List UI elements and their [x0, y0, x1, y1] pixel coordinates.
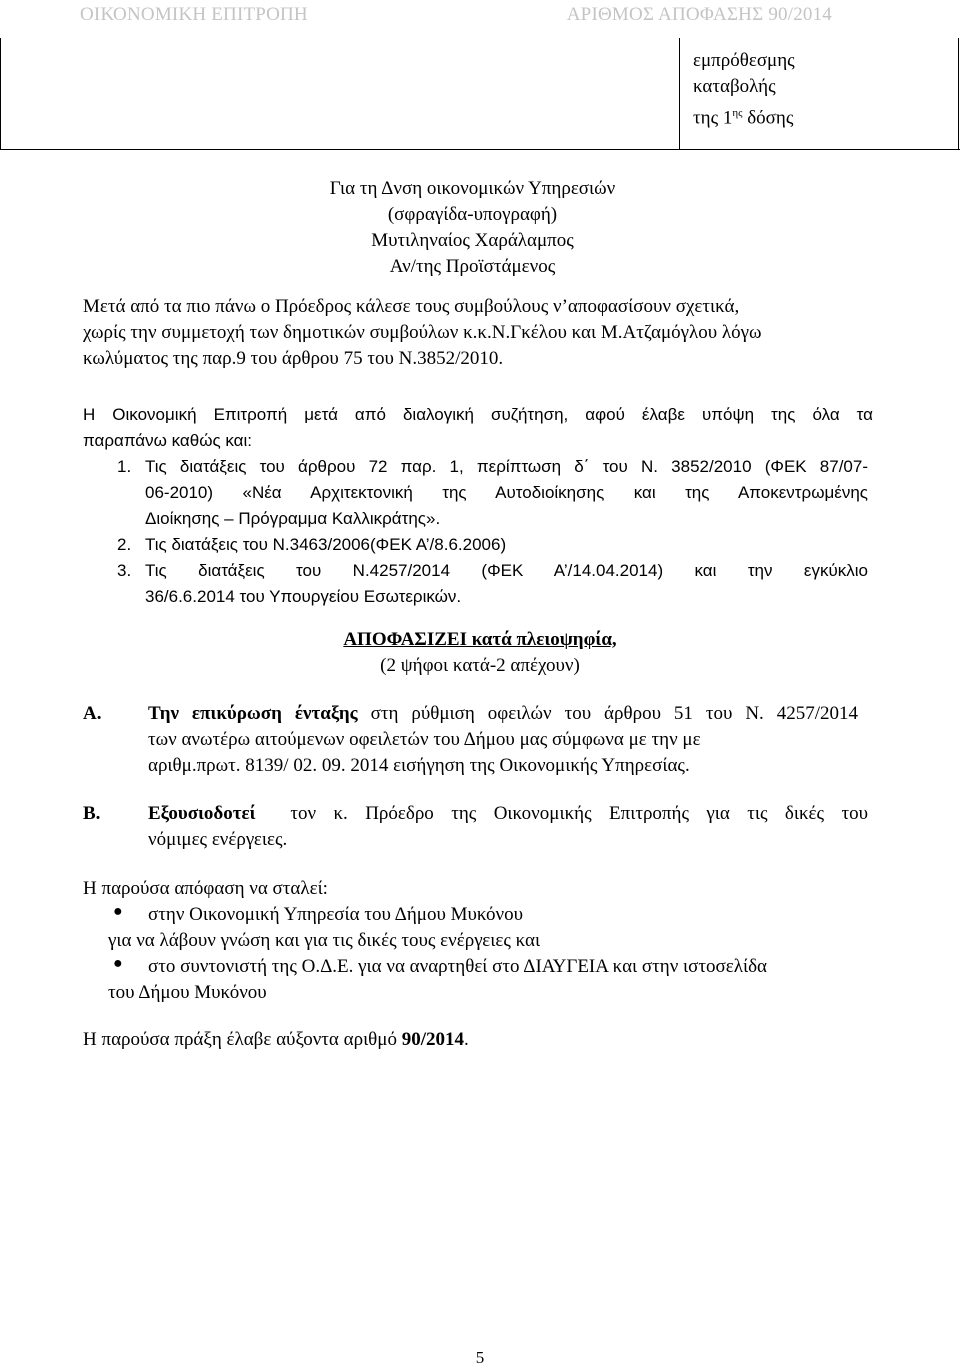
table-column-divider — [679, 38, 680, 150]
list-item: ● στην Οικονομική Υπηρεσία του Δήμου Μυκόνου — [113, 903, 524, 925]
bullet-icon: ● — [113, 955, 123, 972]
continuation-table — [0, 38, 960, 150]
decision-heading: ΑΠΟΦΑΣΙΖΕΙ κατά πλειοψηφία, (2 ψήφοι κατά-2 απέχουν) — [343, 629, 617, 676]
recipient-note: για να λάβουν γνώση και για τις δικές τους ενέργειες και — [108, 930, 541, 951]
header-committee: ΟΙΚΟΝΟΜΙΚΗ ΕΠΙΤΡΟΠΗ — [80, 4, 308, 25]
list-item: 1. Τις διατάξεις του άρθρου 72 παρ. 1, περίπτωση δ΄ του Ν. 3852/2010 (ΦΕΚ 87/07- 06-2010) «Νέα Αρχιτεκτονική της Αυτοδιοίκησης και της Αποκεντρωμένης Διοίκησης – Πρόγραμμα Καλλικράτης». — [117, 457, 868, 528]
intro-paragraph: Μετά από τα πιο πάνω ο Πρόεδρος κάλεσε τους συμβούλους ν’αποφασίσουν σχετικά, χωρίς την συμμετοχή των δημοτικών συμβούλων κ.κ.Ν.Γκέλου και Μ.Ατζαμόγλου λόγω κωλύματος της παρ.9 του άρθρου 75 του Ν.3852/2010. — [83, 296, 762, 369]
bullet-icon: ● — [113, 903, 123, 920]
page-header — [0, 4, 960, 36]
header-decision-number: ΑΡΙΘΜΟΣ ΑΠΟΦΑΣΗΣ 90/2014 — [566, 4, 832, 25]
table-border-bottom — [0, 149, 960, 150]
table-border-left — [0, 38, 1, 150]
signature-block: Για τη Δνση οικονομικών Υπηρεσιών (σφραγίδα-υπογραφή) Μυτιληναίος Χαράλαμπος Αν/της Προϊστάμενος — [329, 178, 616, 277]
table-cell-text: εμπρόθεσμης καταβολής της $1^{\eta\varsigma}$ δόσης — [693, 50, 795, 129]
committee-paragraph: Η Οικονομική Επιτροπή μετά από διαλογική συζήτηση, αφού έλαβε υπόψη της όλα τα παραπάνω καθώς και: — [83, 405, 873, 450]
page-number: 5 — [475, 1348, 485, 1367]
table-border-right — [958, 38, 959, 150]
send-title: Η παρούσα απόφαση να σταλεί: — [83, 878, 328, 899]
closing-line: Η παρούσα πράξη έλαβε αύξοντα αριθμό 90/2014. — [83, 1029, 469, 1050]
